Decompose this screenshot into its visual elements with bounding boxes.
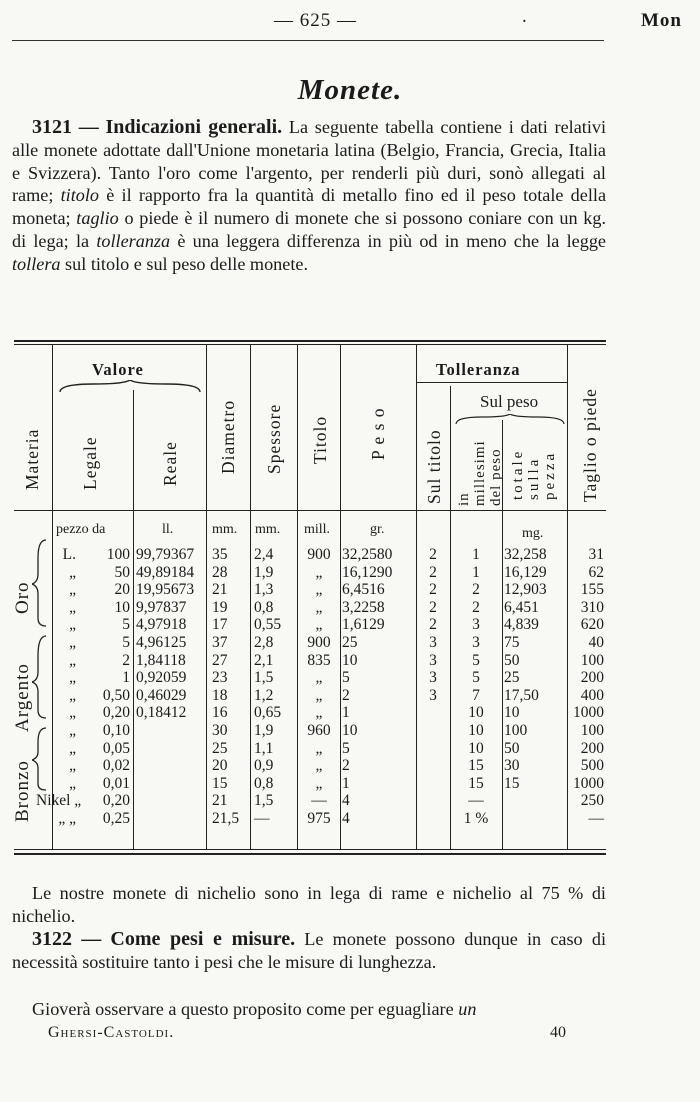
paragraph-text: è il rapporto fra la quantità di metallo fino ed il peso totale della moneta; — [12, 185, 607, 229]
section-number: 3122 — [32, 928, 72, 950]
cell-millesimi: 15 — [468, 774, 484, 792]
cell-diametro: 21,5 — [212, 810, 240, 827]
cell-peso: 25 — [342, 634, 358, 651]
cell-reale: 0,46029 — [136, 686, 187, 704]
cell-materia: „ — [69, 757, 76, 775]
unit-legale: pezzo da — [56, 522, 106, 537]
paragraph-text: Gioverà osservare a questo proposito come per eguagliare — [32, 999, 454, 1019]
cell-materia: „ „ — [58, 810, 76, 827]
cell-spessore: 2,4 — [254, 546, 274, 563]
sheet-signature: 40 — [550, 1024, 566, 1041]
cell-millesimi: — — [468, 792, 484, 810]
cell-taglio: 200 — [580, 669, 604, 687]
cell-taglio: 200 — [580, 739, 604, 757]
cell-reale: 99,79367 — [136, 546, 195, 563]
cell-titolo: „ — [315, 598, 323, 616]
cell-legale: 5 — [122, 634, 130, 651]
col-rule — [450, 386, 451, 849]
term-tolleranza: tolleranza — [96, 230, 171, 251]
cell-taglio: 620 — [580, 616, 604, 634]
cell-totale: 50 — [504, 739, 520, 757]
header-diametro: Diametro — [218, 399, 238, 474]
term-tollera: tollera — [12, 253, 61, 274]
section-heading: Come pesi e misure. — [110, 928, 296, 950]
cell-peso: 3,2258 — [342, 598, 385, 616]
cell-sul-titolo: 2 — [429, 598, 437, 616]
chapter-title: Monete. — [297, 74, 403, 106]
unit-peso: gr. — [370, 522, 385, 537]
cell-totale: 30 — [504, 757, 520, 775]
cell-totale: 75 — [504, 634, 520, 651]
col-rule — [297, 344, 298, 849]
cell-reale: 4,96125 — [136, 634, 187, 651]
group-oro: Oro — [12, 581, 33, 614]
cell-materia: „ — [69, 581, 76, 599]
cell-titolo: — — [311, 792, 327, 810]
cell-materia: Nikel „ — [36, 792, 82, 810]
cell-diametro: 20 — [212, 757, 228, 775]
header-totale: totale sulla pezza — [510, 448, 558, 500]
table-rule — [14, 849, 606, 850]
cell-diametro: 17 — [212, 616, 228, 634]
cell-titolo: 900 — [307, 546, 331, 563]
tolleranza-rule — [416, 382, 567, 383]
cell-sul-titolo: 2 — [429, 546, 437, 563]
cell-diametro: 18 — [212, 686, 228, 704]
cell-taglio: 400 — [580, 686, 604, 704]
group-argento: Argento — [12, 663, 33, 732]
cell-spessore: 1,5 — [254, 792, 274, 810]
cell-diametro: 15 — [212, 774, 228, 792]
header-peso: P e s o — [368, 407, 388, 460]
cell-taglio: 31 — [588, 546, 604, 563]
cell-totale: 4,839 — [504, 616, 539, 634]
unit-diametro: mm. — [212, 522, 238, 537]
cell-legale: 0,25 — [102, 810, 130, 827]
cell-spessore: 1,5 — [254, 669, 274, 687]
col-rule — [133, 390, 134, 849]
section-marker: Mon — [641, 10, 682, 31]
cell-legale: 0,05 — [102, 739, 130, 757]
cell-peso: 32,2580 — [342, 546, 393, 563]
cell-peso: 10 — [342, 651, 358, 669]
cell-legale: 0,10 — [102, 722, 130, 739]
cell-diametro: 25 — [212, 739, 228, 757]
cell-millesimi: 5 — [472, 651, 480, 669]
cell-peso: 2 — [342, 757, 350, 775]
cell-legale: 50 — [114, 563, 130, 581]
cell-sul-titolo: 3 — [429, 651, 437, 669]
cell-legale: 0,50 — [102, 686, 130, 704]
cell-sul-titolo: 2 — [429, 563, 437, 581]
cell-taglio: 500 — [580, 757, 604, 775]
header-rule — [12, 40, 604, 41]
cell-materia: „ — [69, 563, 76, 581]
cell-legale: 20 — [114, 581, 130, 599]
col-rule — [340, 344, 341, 849]
cell-totale: 15 — [504, 774, 520, 792]
cell-peso: 5 — [342, 739, 350, 757]
header-materia: Materia — [22, 428, 42, 490]
cell-titolo: „ — [315, 669, 323, 687]
cell-materia: „ — [69, 704, 76, 722]
cell-titolo: „ — [315, 704, 323, 722]
cell-materia: „ — [69, 598, 76, 616]
cell-peso: 4 — [342, 810, 350, 827]
header-reale: Reale — [160, 441, 180, 486]
cell-peso: 1 — [342, 774, 350, 792]
section-heading: Indicazioni generali. — [105, 116, 283, 138]
cell-titolo: „ — [315, 739, 323, 757]
cell-spessore: 2,1 — [254, 651, 274, 669]
cell-millesimi: 3 — [472, 616, 480, 634]
unit-titolo: mill. — [304, 522, 331, 537]
cell-materia: „ — [69, 651, 76, 669]
cell-spessore: 0,8 — [254, 774, 274, 792]
cell-reale: 1,84118 — [136, 651, 186, 669]
cell-reale: 0,18412 — [136, 704, 187, 722]
page-number: — 625 — — [274, 10, 357, 31]
col-rule — [416, 344, 417, 849]
header-legale: Legale — [80, 436, 100, 490]
cell-peso: 10 — [342, 722, 358, 739]
cell-totale: 17,50 — [504, 686, 539, 704]
cell-millesimi: 1 % — [463, 810, 489, 827]
cell-spessore: 0,9 — [254, 757, 274, 775]
paragraph-text: sul titolo e sul peso delle monete. — [65, 253, 309, 274]
cell-totale: 100 — [504, 722, 528, 739]
header-spessore: Spessore — [264, 403, 284, 474]
cell-taglio: 100 — [580, 651, 604, 669]
cell-millesimi: 10 — [468, 704, 484, 722]
table-rule — [14, 344, 606, 345]
paragraph-text: Le monete possono dunque in caso di necessità sostituire tanto i pesi che le misure di lunghezza. — [12, 929, 606, 972]
cell-peso: 1 — [342, 704, 350, 722]
cell-reale: 0,92059 — [136, 669, 187, 687]
cell-materia: „ — [69, 739, 76, 757]
header-sul-titolo: Sul titolo — [424, 429, 444, 504]
coin-table — [14, 340, 606, 856]
cell-titolo: „ — [315, 581, 323, 599]
unit-reale: ll. — [162, 522, 174, 537]
author-signature: Ghersi-Castoldi. — [48, 1024, 175, 1041]
cell-spessore: 1,9 — [254, 563, 274, 581]
cell-peso: 16,1290 — [342, 563, 393, 581]
paragraph-text: o piede è il numero di monete che si possono coniare con un kg. di lega; la — [12, 208, 607, 251]
paragraph-text: è una leggera differenza in più od in meno che la legge — [177, 230, 606, 251]
paragraph-giovera — [12, 998, 606, 1021]
cell-legale: 10 — [114, 598, 130, 616]
cell-spessore: 1,2 — [254, 686, 274, 704]
cell-legale: 0,02 — [102, 757, 130, 775]
cell-materia: „ — [69, 722, 76, 739]
cell-reale: 19,95673 — [136, 581, 195, 599]
cell-spessore: 0,8 — [254, 598, 274, 616]
cell-diametro: 35 — [212, 546, 228, 563]
cell-spessore: 0,65 — [254, 704, 282, 722]
running-head-separator: . — [522, 6, 527, 27]
group-bronzo: Bronzo — [12, 760, 33, 822]
cell-totale: 25 — [504, 669, 520, 687]
paragraph-nichelio — [12, 882, 606, 928]
cell-materia: „ — [69, 774, 76, 792]
cell-titolo: „ — [315, 616, 323, 634]
section-number: 3121 — [32, 116, 72, 138]
col-rule — [250, 344, 251, 849]
cell-materia: „ — [69, 669, 76, 687]
col-rule — [206, 344, 207, 849]
cell-diametro: 21 — [212, 581, 228, 599]
cell-materia: „ — [69, 634, 76, 651]
cell-spessore: 0,55 — [254, 616, 282, 634]
cell-peso: 2 — [342, 686, 350, 704]
cell-millesimi: 1 — [472, 546, 480, 563]
header-tolleranza: Tolleranza — [436, 360, 521, 379]
cell-legale: 1 — [122, 669, 130, 687]
cell-reale: 4,97918 — [136, 616, 187, 634]
cell-reale: 49,89184 — [136, 563, 195, 581]
section-dash: — — [81, 928, 102, 950]
cell-reale: 9,97837 — [136, 598, 187, 616]
header-millesimi: in millesimi del peso — [456, 440, 504, 506]
cell-titolo: 835 — [307, 651, 331, 669]
cell-sul-titolo: 3 — [429, 669, 437, 687]
cell-titolo: „ — [315, 686, 323, 704]
cell-millesimi: 5 — [472, 669, 480, 687]
table-rule — [14, 340, 606, 342]
cell-taglio: 62 — [588, 563, 604, 581]
cell-diametro: 37 — [212, 634, 228, 651]
cell-sul-titolo: 3 — [429, 686, 437, 704]
paragraph-italic: un — [458, 999, 477, 1019]
paragraph-3121 — [12, 116, 606, 276]
cell-taglio: 100 — [580, 722, 604, 739]
cell-diametro: 23 — [212, 669, 228, 687]
cell-millesimi: 7 — [472, 686, 480, 704]
cell-taglio: — — [588, 810, 604, 827]
cell-diametro: 27 — [212, 651, 228, 669]
paragraph-3122 — [12, 928, 606, 974]
cell-materia: „ — [69, 616, 76, 634]
unit-spessore: mm. — [255, 522, 281, 537]
cell-spessore: 1,3 — [254, 581, 274, 599]
cell-titolo: 900 — [307, 634, 331, 651]
cell-millesimi: 1 — [472, 563, 480, 581]
cell-totale: 10 — [504, 704, 520, 722]
cell-legale: 2 — [122, 651, 130, 669]
cell-spessore: 1,1 — [254, 739, 274, 757]
cell-millesimi: 10 — [468, 722, 484, 739]
cell-taglio: 155 — [580, 581, 604, 599]
paragraph-text: Le nostre monete di nichelio sono in lega di rame e nichelio al 75 % di nichelio. — [12, 883, 606, 926]
cell-legale: 0,20 — [102, 704, 130, 722]
section-dash: — — [78, 116, 99, 138]
cell-sul-titolo: 2 — [429, 616, 437, 634]
cell-diametro: 16 — [212, 704, 228, 722]
cell-sul-titolo: 3 — [429, 634, 437, 651]
cell-totale: 50 — [504, 651, 520, 669]
cell-peso: 6,4516 — [342, 581, 385, 599]
term-titolo: titolo — [60, 185, 100, 206]
cell-millesimi: 2 — [472, 598, 480, 616]
cell-diametro: 21 — [212, 792, 228, 810]
valore-brace — [58, 380, 202, 394]
cell-sul-titolo: 2 — [429, 581, 437, 599]
cell-diametro: 28 — [212, 563, 228, 581]
cell-materia: „ — [69, 686, 76, 704]
cell-totale: 6,451 — [504, 598, 539, 616]
running-head — [12, 6, 688, 34]
cell-legale: 5 — [122, 616, 130, 634]
paragraph-text: La seguente tabella contiene i dati relativi alle monete adottate dall'Unione monetaria latina (Belgio, Francia, Grecia, Italia e Svizzera). Tanto l'oro come l'argento, per renderli più duri, sonò allegati al rame; — [12, 117, 607, 206]
cell-taglio: 1000 — [573, 704, 604, 722]
cell-titolo: „ — [315, 563, 323, 581]
cell-taglio: 1000 — [573, 774, 604, 792]
cell-titolo: „ — [315, 774, 323, 792]
cell-totale: 32,258 — [504, 546, 547, 563]
unit-totale: mg. — [522, 526, 544, 541]
table-rule — [14, 510, 606, 511]
table-rule — [14, 853, 606, 855]
cell-peso: 4 — [342, 792, 350, 810]
term-taglio: taglio — [76, 208, 119, 229]
cell-spessore: 1,9 — [254, 722, 274, 739]
cell-legale: 0,01 — [102, 774, 130, 792]
cell-taglio: 40 — [588, 634, 604, 651]
cell-totale: 16,129 — [504, 563, 547, 581]
cell-titolo: „ — [315, 757, 323, 775]
cell-spessore: 2,8 — [254, 634, 274, 651]
cell-millesimi: 10 — [468, 739, 484, 757]
cell-titolo: 960 — [307, 722, 331, 739]
cell-taglio: 250 — [580, 792, 604, 810]
cell-diametro: 19 — [212, 598, 228, 616]
cell-legale: 100 — [106, 546, 130, 563]
cell-peso: 1,6129 — [342, 616, 385, 634]
cell-taglio: 310 — [580, 598, 604, 616]
cell-diametro: 30 — [212, 722, 228, 739]
cell-spessore: — — [254, 810, 270, 827]
header-taglio: Taglio o piede — [580, 388, 600, 502]
cell-materia: L. — [62, 546, 76, 563]
header-titolo: Titolo — [310, 415, 330, 464]
cell-titolo: 975 — [307, 810, 331, 827]
cell-millesimi: 15 — [468, 757, 484, 775]
cell-peso: 5 — [342, 669, 350, 687]
header-sul-peso: Sul peso — [480, 392, 539, 411]
cell-millesimi: 3 — [472, 634, 480, 651]
cell-millesimi: 2 — [472, 581, 480, 599]
cell-legale: 0,20 — [102, 792, 130, 810]
cell-totale: 12,903 — [504, 581, 547, 599]
header-valore: Valore — [92, 360, 144, 379]
